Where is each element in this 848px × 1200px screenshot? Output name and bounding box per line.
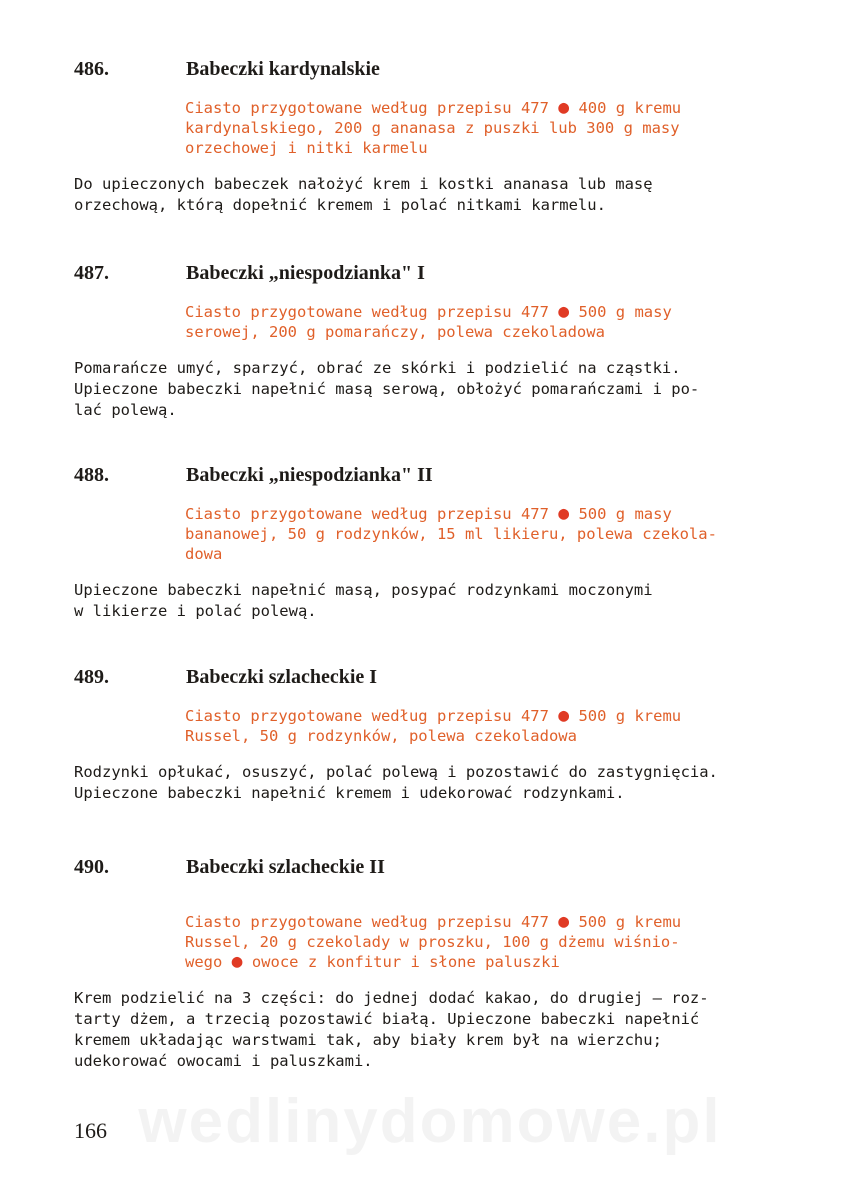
instructions-block: [74, 358, 786, 421]
recipe-number: 486.: [74, 58, 109, 80]
instructions-block: [74, 174, 786, 216]
recipe-488: [74, 464, 786, 622]
recipe-490: [74, 856, 786, 1072]
ingredients-block: [185, 504, 786, 564]
text-line: lać polewą.: [74, 401, 177, 419]
recipe-number: 490.: [74, 856, 109, 878]
text-line: Pomarańcze umyć, sparzyć, obrać ze skórki i podzielić na cząstki.: [74, 359, 681, 377]
instructions-block: [74, 580, 786, 622]
text-line: bananowej, 50 g rodzynków, 15 ml likieru, polewa czekola-: [185, 525, 717, 543]
instructions-block: [74, 762, 786, 804]
text-line: kremem układając warstwami tak, aby biały krem był na wierzchu;: [74, 1031, 662, 1049]
bullet-dot-icon: ●: [558, 97, 570, 118]
text-line: Upieczone babeczki napełnić kremem i udekorować rodzynkami.: [74, 784, 625, 802]
text-line: orzechową, którą dopełnić kremem i polać nitkami karmelu.: [74, 196, 606, 214]
recipe-489: [74, 666, 786, 804]
text-line: Upieczone babeczki napełnić masą serową, obłożyć pomarańczami i po-: [74, 380, 700, 398]
text-line: Rodzynki opłukać, osuszyć, polać polewą i pozostawić do zastygnięcia.: [74, 763, 718, 781]
recipe-number: 488.: [74, 464, 109, 486]
text-line: orzechowej i nitki karmelu: [185, 139, 428, 157]
bullet-dot-icon: ●: [558, 911, 570, 932]
text-line: w likierze i polać polewą.: [74, 602, 317, 620]
recipe-header: [74, 666, 786, 694]
recipe-header: [74, 856, 786, 884]
text-line: Ciasto przygotowane według przepisu 477 ● 500 g masy: [185, 503, 672, 524]
recipe-title: Babeczki „niespodzianka" I: [186, 262, 425, 284]
recipe-header: [74, 464, 786, 492]
text-line: Russel, 20 g czekolady w proszku, 100 g dżemu wiśnio-: [185, 933, 680, 951]
text-line: wego ● owoce z konfitur i słone paluszki: [185, 951, 560, 972]
text-line: Upieczone babeczki napełnić masą, posypać rodzynkami moczonymi: [74, 581, 653, 599]
text-line: Ciasto przygotowane według przepisu 477 ● 500 g kremu: [185, 705, 682, 726]
text-line: Do upieczonych babeczek nałożyć krem i kostki ananasa lub masę: [74, 175, 653, 193]
ingredients-block: [185, 706, 786, 746]
recipe-486: [74, 58, 786, 216]
text-line: tarty dżem, a trzecią pozostawić białą. Upieczone babeczki napełnić: [74, 1010, 700, 1028]
instructions-block: [74, 988, 786, 1072]
ingredients-block: [185, 302, 786, 342]
recipe-title: Babeczki kardynalskie: [186, 58, 380, 80]
recipe-title: Babeczki szlacheckie II: [186, 856, 385, 878]
text-line: kardynalskiego, 200 g ananasa z puszki lub 300 g masy: [185, 119, 680, 137]
bullet-dot-icon: ●: [558, 705, 570, 726]
text-line: Ciasto przygotowane według przepisu 477 ● 400 g kremu: [185, 97, 682, 118]
recipe-header: [74, 262, 786, 290]
text-line: serowej, 200 g pomarańczy, polewa czekoladowa: [185, 323, 605, 341]
text-line: Ciasto przygotowane według przepisu 477 ● 500 g masy: [185, 301, 672, 322]
recipe-number: 489.: [74, 666, 109, 688]
watermark: [100, 1086, 760, 1157]
text-line: Ciasto przygotowane według przepisu 477 ● 500 g kremu: [185, 911, 682, 932]
bullet-dot-icon: ●: [558, 503, 570, 524]
text-line: dowa: [185, 545, 223, 563]
bullet-dot-icon: ●: [231, 951, 243, 972]
text-line: Russel, 50 g rodzynków, polewa czekoladowa: [185, 727, 577, 745]
recipe-title: Babeczki „niespodzianka" II: [186, 464, 433, 486]
recipe-487: [74, 262, 786, 421]
recipe-number: 487.: [74, 262, 109, 284]
recipe-title: Babeczki szlacheckie I: [186, 666, 378, 688]
bullet-dot-icon: ●: [558, 301, 570, 322]
text-line: Krem podzielić na 3 części: do jednej dodać kakao, do drugiej — roz-: [74, 989, 709, 1007]
recipe-header: [74, 58, 786, 86]
page-number: 166: [74, 1118, 107, 1143]
ingredients-block: [185, 98, 786, 158]
ingredients-block: [185, 912, 786, 972]
text-line: udekorować owocami i paluszkami.: [74, 1052, 373, 1070]
